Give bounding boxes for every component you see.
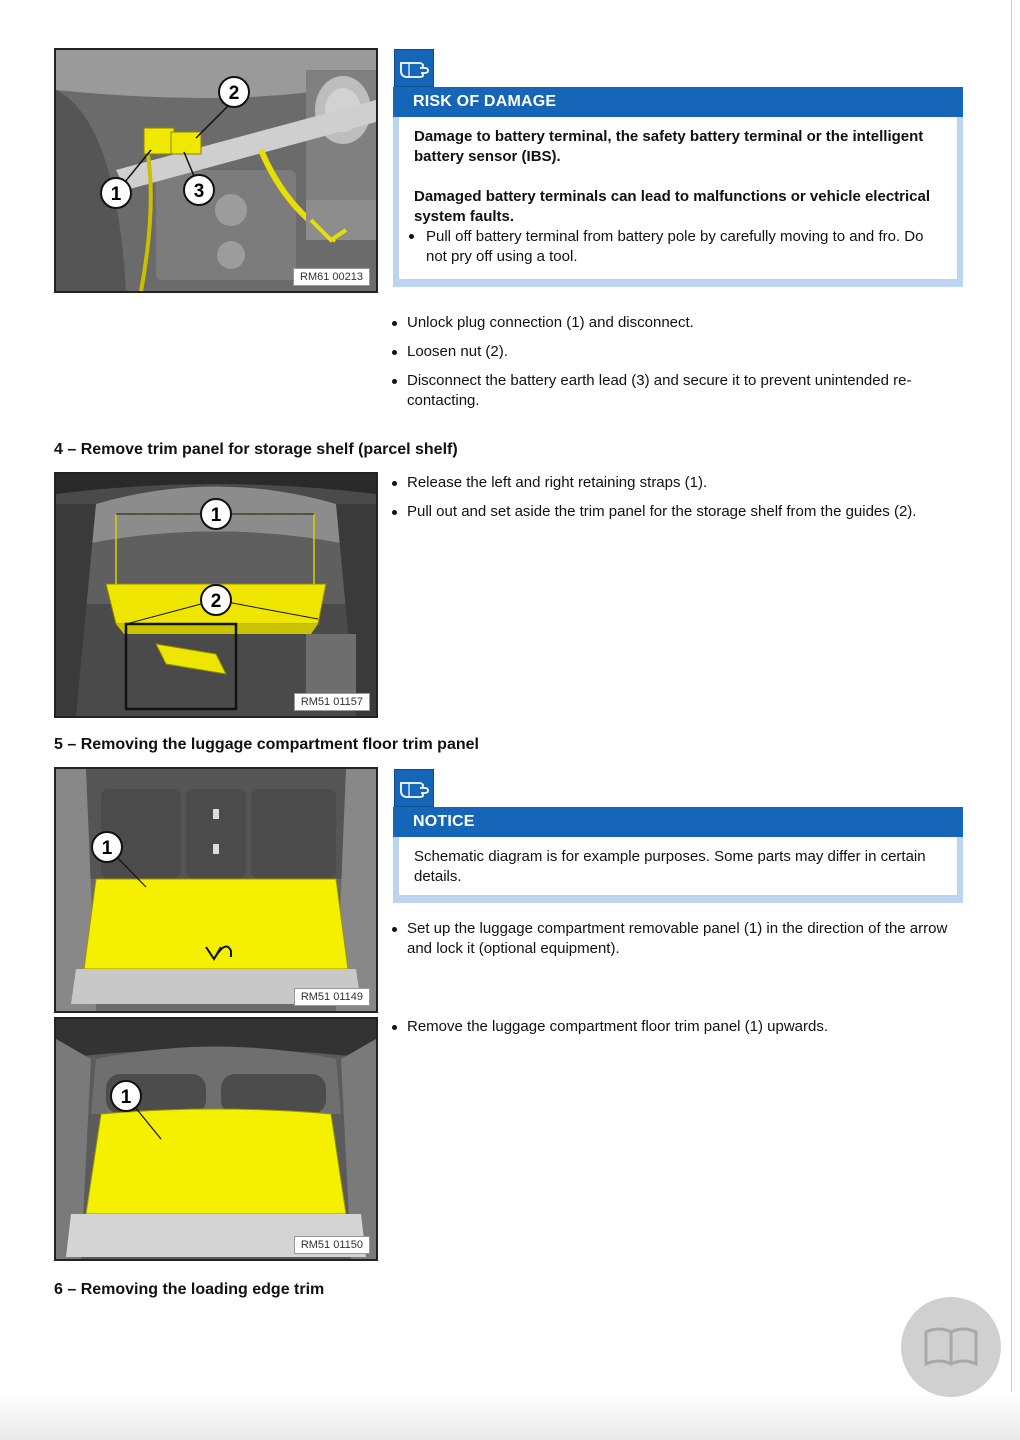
page-bottom-shadow: [0, 1392, 1020, 1440]
removable-panel-illustration: [56, 769, 376, 1011]
parcel-shelf-illustration: [56, 474, 376, 716]
risk-of-damage-callout: [393, 49, 963, 287]
figure-battery-terminal: [54, 48, 378, 293]
callout-marker-1: [201, 499, 231, 529]
figure-code: RM51 01149: [294, 988, 370, 1006]
section-heading: 4 – Remove trim panel for storage shelf (parcel shelf): [54, 441, 458, 458]
svg-text:3: 3: [193, 181, 205, 202]
figure-parcel-shelf: [54, 472, 378, 718]
battery-steps-list: [389, 313, 964, 420]
svg-text:1: 1: [110, 184, 122, 205]
battery-illustration: [56, 50, 376, 291]
callout-marker-3: [184, 175, 214, 205]
svg-text:1: 1: [210, 505, 222, 526]
figure-floor-trim-panel: [54, 1017, 378, 1261]
floor-trim-illustration: [56, 1019, 376, 1259]
figure-code: RM51 01150: [294, 1236, 370, 1254]
pointing-hand-icon: [394, 769, 434, 807]
list-item: Set up the luggage compartment removable panel (1) in the direction of the arrow and lock it (optional equipment).: [389, 919, 964, 959]
figure-removable-panel: [54, 767, 378, 1013]
callout-marker-1: [111, 1081, 141, 1111]
callout-marker-2: [219, 77, 249, 107]
svg-text:1: 1: [101, 838, 113, 859]
section5-step-list-2: [389, 1017, 964, 1046]
notice-callout: [393, 769, 963, 903]
manual-book-icon[interactable]: [901, 1297, 1001, 1397]
pointing-hand-icon: [394, 49, 434, 87]
list-item: Disconnect the battery earth lead (3) and secure it to prevent unintended re-contacting.: [389, 371, 964, 411]
section-heading: 5 – Removing the luggage compartment floor trim panel: [54, 736, 479, 753]
list-item: Loosen nut (2).: [389, 342, 964, 362]
callout-heading: RISK OF DAMAGE: [393, 87, 963, 117]
callout-paragraph: Damage to battery terminal, the safety battery terminal or the intelligent battery sensor (IBS).: [414, 128, 924, 165]
list-item: Release the left and right retaining straps (1).: [389, 473, 964, 493]
callout-body: [393, 117, 963, 287]
list-item: Remove the luggage compartment floor trim panel (1) upwards.: [389, 1017, 964, 1037]
list-item: Pull out and set aside the trim panel for the storage shelf from the guides (2).: [389, 502, 964, 522]
callout-heading: NOTICE: [393, 807, 963, 837]
svg-text:1: 1: [120, 1087, 132, 1108]
callout-paragraph: Damaged battery terminals can lead to malfunctions or vehicle electrical system faults.: [414, 188, 931, 225]
svg-text:2: 2: [228, 83, 240, 104]
callout-marker-1: [92, 832, 122, 862]
notice-text: Schematic diagram is for example purposes. Some parts may differ in certain details.: [414, 848, 926, 885]
callout-body: [393, 837, 963, 903]
svg-text:2: 2: [210, 591, 222, 612]
callout-list-item: Pull off battery terminal from battery pole by carefully moving to and fro. Do not pry off using a tool.: [414, 227, 947, 267]
list-item: Unlock plug connection (1) and disconnect.: [389, 313, 964, 333]
section4-steps-list: [389, 473, 964, 531]
section-heading: 6 – Removing the loading edge trim: [54, 1281, 325, 1298]
figure-code: RM51 01157: [294, 693, 370, 711]
callout-marker-2: [201, 585, 231, 615]
section5-step-list: [389, 919, 964, 968]
figure-code: RM61 00213: [293, 268, 370, 286]
callout-marker-1: [101, 178, 131, 208]
